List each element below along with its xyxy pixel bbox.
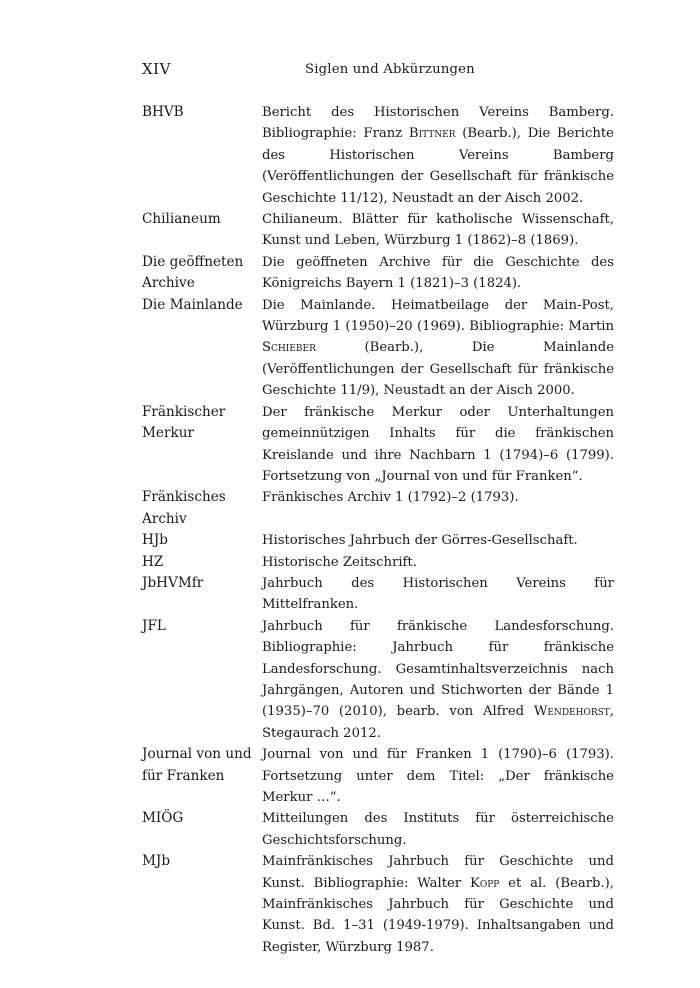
running-title: Siglen und Abkürzungen bbox=[305, 62, 475, 77]
description-text: Journal von und für Franken 1 (1790)–6 (1793). Fortsetzung unter dem Titel: „Der fränkische Merkur …“. bbox=[262, 747, 614, 805]
abbreviation-list bbox=[142, 102, 614, 958]
abbreviation-term: Chilianeum bbox=[142, 211, 221, 228]
abbreviation-term: JbHVMfr bbox=[142, 574, 204, 591]
description-text: Historisches Jahrbuch der Görres-Gesellschaft. bbox=[262, 533, 578, 549]
author-name: Wendehorst bbox=[533, 704, 610, 720]
abbreviation-entry bbox=[142, 616, 614, 744]
abbreviation-entry bbox=[142, 252, 614, 295]
description-text: Mainfränkisches Jahrbuch für Geschichte und Kunst. Bibliographie: Walter bbox=[262, 854, 614, 891]
abbreviation-entry bbox=[142, 102, 614, 209]
abbreviation-description bbox=[262, 487, 614, 530]
page-number: XIV bbox=[142, 60, 171, 78]
abbreviation-entry bbox=[142, 573, 614, 616]
abbreviation-entry bbox=[142, 295, 614, 402]
abbreviation-term: Fränkischer Merkur bbox=[142, 403, 226, 442]
abbreviation-entry bbox=[142, 851, 614, 958]
abbreviation-description bbox=[262, 252, 614, 295]
description-text: Bericht des Historischen Vereins Bamberg. Bibliographie: Franz bbox=[262, 105, 614, 142]
abbreviation-description bbox=[262, 402, 614, 488]
abbreviation-description bbox=[262, 295, 614, 402]
abbreviation-description bbox=[262, 209, 614, 252]
abbreviation-term: Journal von und für Franken bbox=[142, 746, 252, 784]
abbreviation-description bbox=[262, 102, 614, 209]
abbreviation-term: MJb bbox=[142, 853, 171, 870]
abbreviation-term: Die Mainlande bbox=[142, 296, 243, 313]
abbreviation-entry bbox=[142, 530, 614, 551]
abbreviation-term: Die geöffneten Archive bbox=[142, 253, 244, 292]
description-text: Jahrbuch für fränkische Landesforschung. Bibliographie: Jahrbuch für fränkische Landesforschung. Gesamtinhaltsverzeichnis nach Jahrgängen, Autoren und Stichworten der Bände 1 (1935)–70 (2010), bearb. von Alfred bbox=[262, 618, 614, 720]
description-text: Die geöffneten Archive für die Geschichte des Königreichs Bayern 1 (1821)–3 (1824). bbox=[262, 254, 614, 292]
abbreviation-term: Fränkisches Archiv bbox=[142, 489, 226, 527]
description-text: Jahrbuch des Historischen Vereins für Mittelfranken. bbox=[262, 575, 614, 613]
abbreviation-entry bbox=[142, 209, 614, 252]
abbreviation-entry bbox=[142, 808, 614, 851]
description-text: Die Mainlande. Heimatbeilage der Main-Post, Würzburg 1 (1950)–20 (1969). Bibliographie: Martin bbox=[262, 297, 614, 335]
abbreviation-description bbox=[262, 530, 614, 551]
description-text: (Bearb.), Die Berichte des Historischen Vereins Bamberg (Veröffentlichungen der Gesellschaft für fränkische Geschichte 11/12), Neustadt an der Aisch 2002. bbox=[262, 126, 614, 206]
description-text: Chilianeum. Blätter für katholische Wissenschaft, Kunst und Leben, Würzburg 1 (1862)–8 (1869). bbox=[262, 212, 614, 249]
abbreviation-entry bbox=[142, 552, 614, 573]
abbreviation-entry bbox=[142, 487, 614, 530]
description-text: (Bearb.), Die Mainlande (Veröffentlichungen der Gesellschaft für fränkische Geschichte 11/9), Neustadt an der Aisch 2000. bbox=[262, 340, 614, 399]
description-text: Fränkisches Archiv 1 (1792)–2 (1793). bbox=[262, 490, 519, 506]
abbreviation-description bbox=[262, 808, 614, 851]
author-name: Bittner bbox=[408, 126, 456, 142]
description-text: et al. (Bearb.), Mainfränkisches Jahrbuch für Geschichte und Kunst. Bd. 1–31 (1949-1979). Inhaltsangaben und Register, Würzburg 1987. bbox=[262, 875, 614, 955]
description-text: , Stegaurach 2012. bbox=[262, 704, 614, 741]
page-header bbox=[142, 60, 612, 84]
abbreviation-term: HJb bbox=[142, 532, 169, 549]
author-name: Schieber bbox=[262, 340, 316, 356]
description-text: Historische Zeitschrift. bbox=[262, 554, 417, 570]
abbreviation-entry bbox=[142, 744, 614, 808]
author-name: Kopp bbox=[469, 875, 500, 891]
abbreviation-description bbox=[262, 552, 614, 573]
abbreviation-term: JFL bbox=[142, 617, 166, 634]
abbreviation-term: BHVB bbox=[142, 104, 184, 120]
abbreviation-description bbox=[262, 573, 614, 616]
description-text: Der fränkische Merkur oder Unterhaltungen gemeinnützigen Inhalts für die fränkischen Kreislande und ihre Nachbarn 1 (1794)–6 (1799). Fortsetzung von „Journal von und für Franken“. bbox=[262, 404, 614, 484]
description-text: Mitteilungen des Instituts für österreichische Geschichtsforschung. bbox=[262, 811, 614, 848]
abbreviation-description bbox=[262, 851, 614, 958]
abbreviation-description bbox=[262, 744, 614, 808]
abbreviation-entry bbox=[142, 402, 614, 488]
abbreviation-term: HZ bbox=[142, 553, 164, 570]
abbreviation-term: MIÖG bbox=[142, 810, 184, 827]
abbreviation-description bbox=[262, 616, 614, 744]
